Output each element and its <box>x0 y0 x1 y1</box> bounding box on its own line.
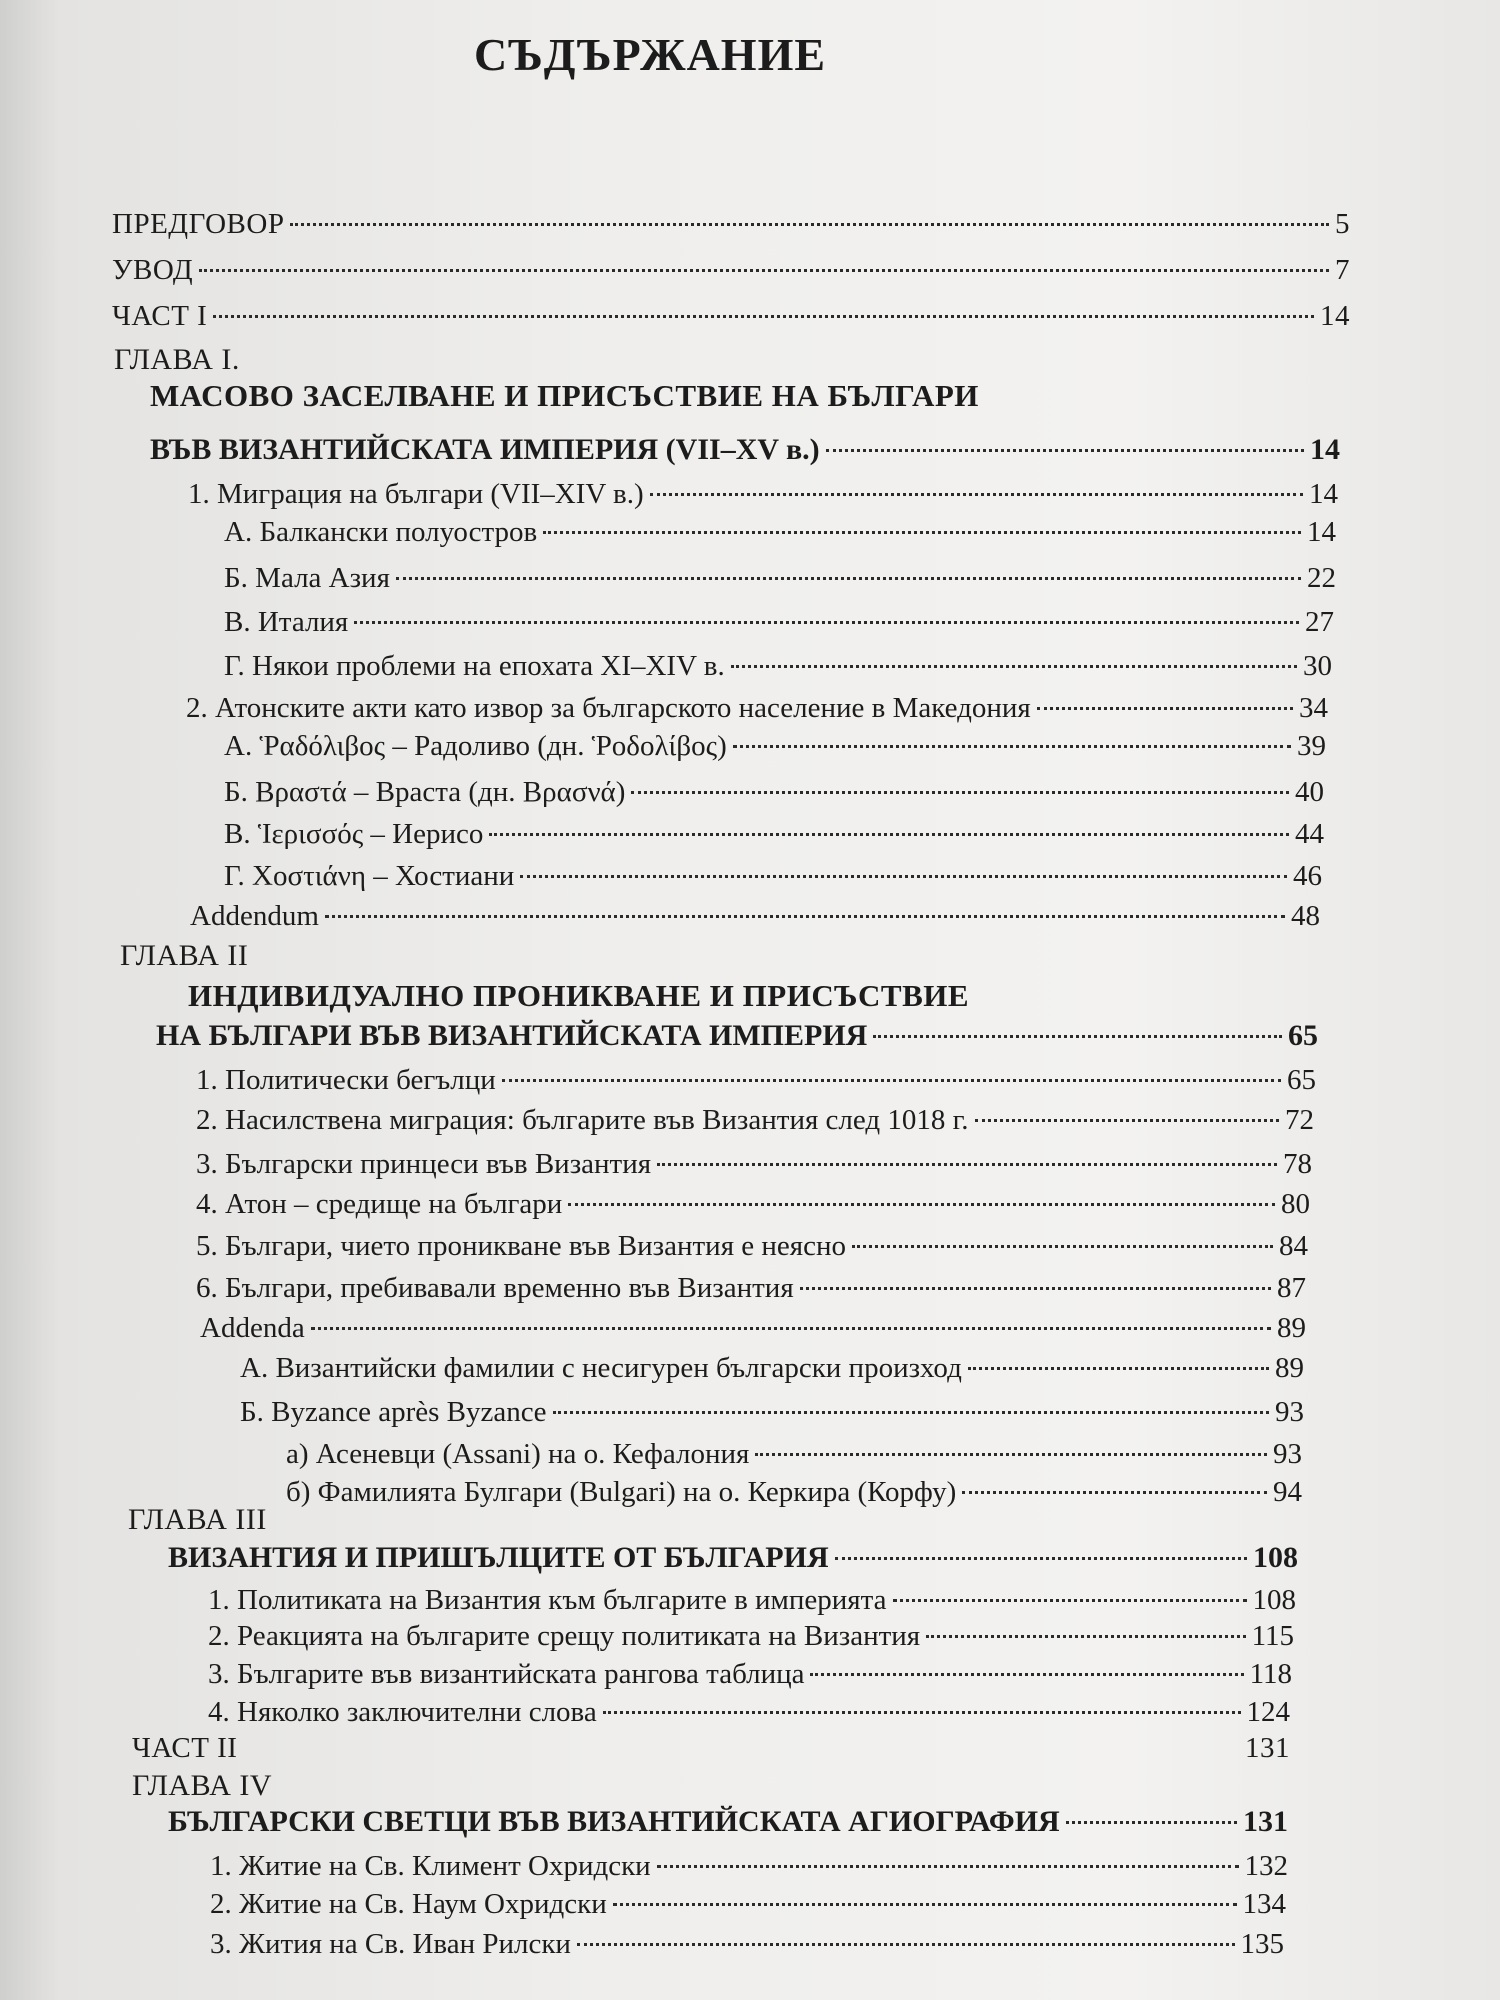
toc-entry <box>208 1618 1294 1654</box>
toc-entry-title: ЧАСТ I <box>112 300 208 332</box>
toc-leader-dots <box>962 1491 1267 1494</box>
toc-page-number: 87 <box>1277 1272 1306 1304</box>
toc-page-number: 39 <box>1297 730 1326 762</box>
toc-leader-dots <box>826 449 1304 452</box>
toc-page-number: 94 <box>1273 1476 1302 1508</box>
toc-page-number: 118 <box>1249 1658 1292 1690</box>
toc-entry-title: Г. Χοστιάνη – Хостиани <box>224 860 515 892</box>
toc-entry <box>196 1102 1314 1138</box>
toc-leader-dots <box>631 791 1289 794</box>
toc-entry-title: 2. Реакцията на българите срещу политиката на Византия <box>208 1620 921 1652</box>
toc-entry-title: ВИЗАНТИЯ И ПРИШЪЛЦИТЕ ОТ БЪЛГАРИЯ <box>168 1541 829 1574</box>
toc-leader-dots <box>290 223 1329 226</box>
toc-entry-title: Б. Byzance après Byzance <box>240 1396 547 1428</box>
toc-page-number: 44 <box>1295 818 1324 850</box>
toc-leader-dots <box>873 1035 1282 1038</box>
toc-page-number: 115 <box>1251 1620 1294 1652</box>
toc-page-number: 134 <box>1242 1888 1286 1920</box>
chapter-title: МАСОВО ЗАСЕЛВАНЕ И ПРИСЪСТВИЕ НА БЪЛГАРИ <box>150 378 979 413</box>
toc-entry <box>240 1394 1304 1430</box>
toc-entry <box>224 560 1336 596</box>
toc-leader-dots <box>893 1599 1247 1602</box>
toc-leader-dots <box>926 1635 1245 1638</box>
toc-entry <box>196 1062 1316 1098</box>
toc-entry <box>208 1694 1290 1730</box>
toc-leader-dots <box>800 1287 1271 1290</box>
toc-entry <box>210 1926 1284 1962</box>
toc-leader-dots <box>731 665 1297 668</box>
chapter-heading: ГЛАВА IV <box>132 1769 273 1802</box>
toc-entry-title: А. Ῥαδόλιβος – Радоливо (дн. Ῥοδολίβος) <box>224 730 727 762</box>
toc-entry <box>112 298 1350 334</box>
toc-leader-dots <box>489 833 1289 836</box>
toc-entry <box>196 1270 1306 1306</box>
toc-leader-dots <box>810 1673 1243 1676</box>
toc-entry-title: УВОД <box>112 254 194 286</box>
toc-entry-title: 1. Миграция на българи (VII–XIV в.) <box>188 478 644 510</box>
toc-page-number: 14 <box>1320 300 1350 332</box>
toc-page-number: 131 <box>1243 1805 1288 1838</box>
toc-entry-title: 4. Атон – средище на българи <box>196 1188 563 1220</box>
toc-entry-title: А. Византийски фамилии с несигурен български произход <box>240 1352 962 1384</box>
toc-leader-dots <box>543 531 1301 534</box>
toc-entry <box>186 690 1328 726</box>
chapter-heading: ГЛАВА III <box>128 1503 267 1536</box>
toc-leader-dots <box>396 577 1301 580</box>
toc-entry <box>196 1228 1308 1264</box>
toc-page-number: 80 <box>1281 1188 1310 1220</box>
toc-leader-dots <box>311 1327 1271 1330</box>
toc-page-number: 124 <box>1246 1696 1290 1728</box>
toc-entry-title: 2. Житие на Св. Наум Охридски <box>210 1888 607 1920</box>
toc-entry <box>224 604 1334 640</box>
toc-entry-title: а) Асеневци (Assani) на о. Кефалония <box>286 1438 750 1470</box>
toc-leader-dots <box>852 1245 1273 1248</box>
toc-leader-dots <box>568 1203 1275 1206</box>
toc-page-number: 93 <box>1273 1438 1302 1470</box>
toc-leader-dots <box>968 1367 1269 1370</box>
toc-entry-title: Addenda <box>200 1312 305 1344</box>
toc-entry <box>112 206 1350 242</box>
toc-leader-dots <box>755 1453 1267 1456</box>
toc-page-number: 40 <box>1295 776 1324 808</box>
toc-page-number: 108 <box>1252 1584 1296 1616</box>
toc-leader-dots <box>657 1163 1277 1166</box>
toc-entry-title: 1. Житие на Св. Климент Охридски <box>210 1850 651 1882</box>
toc-entry <box>168 1804 1288 1840</box>
toc-entry-title: 3. Български принцеси във Византия <box>196 1148 652 1180</box>
toc-leader-dots <box>553 1411 1270 1414</box>
toc-page-number: 108 <box>1253 1541 1298 1574</box>
toc-leader-dots <box>520 875 1287 878</box>
toc-leader-dots <box>1037 707 1293 710</box>
toc-page-number: 22 <box>1307 562 1336 594</box>
toc-page-number: 30 <box>1303 650 1332 682</box>
toc-page-number: 78 <box>1283 1148 1312 1180</box>
toc-page-number: 89 <box>1275 1352 1304 1384</box>
toc-page-number: 131 <box>1245 1732 1290 1764</box>
toc-entry-title: 6. Българи, пребивавали временно във Византия <box>196 1272 794 1304</box>
toc-entry-title: 4. Няколко заключителни слова <box>208 1696 597 1728</box>
toc-page-number: 5 <box>1335 208 1350 240</box>
chapter-title: ИНДИВИДУАЛНО ПРОНИКВАНЕ И ПРИСЪСТВИЕ <box>188 978 970 1013</box>
toc-entry-title: Б. Мала Азия <box>224 562 390 594</box>
toc-entry <box>200 1310 1306 1346</box>
toc-entry-title: 3. Жития на Св. Иван Рилски <box>210 1928 571 1960</box>
toc-entry-title: В. Ἱερισσός – Иерисо <box>224 818 484 850</box>
toc-entry <box>168 1540 1298 1576</box>
toc-entry-title: 3. Българите във византийската рангова таблица <box>208 1658 805 1690</box>
toc-entry-title: 1. Политически бегълци <box>196 1064 496 1096</box>
toc-entry-title: б) Фамилията Булгари (Bulgari) на о. Керкира (Корфу) <box>286 1476 957 1508</box>
toc-entry-title: 2. Насилствена миграция: българите във Византия след 1018 г. <box>196 1104 969 1136</box>
toc-leader-dots <box>613 1903 1237 1906</box>
toc-entry <box>150 432 1340 468</box>
toc-leader-dots <box>603 1711 1241 1714</box>
toc-page-number: 65 <box>1287 1064 1316 1096</box>
toc-page-number: 65 <box>1288 1019 1318 1052</box>
toc-entry <box>196 1146 1312 1182</box>
toc-page-number: 93 <box>1275 1396 1304 1428</box>
toc-entry-title: НА БЪЛГАРИ ВЪВ ВИЗАНТИЙСКАТА ИМПЕРИЯ <box>156 1019 868 1052</box>
toc-leader-dots <box>243 1747 1239 1750</box>
toc-entry <box>190 898 1320 934</box>
toc-entry <box>208 1656 1292 1692</box>
toc-entry <box>224 728 1326 764</box>
toc-entry-title: Addendum <box>190 900 319 932</box>
toc-entry-title: 5. Българи, чието проникване във Византия е неясно <box>196 1230 847 1262</box>
toc-leader-dots <box>502 1079 1281 1082</box>
toc-entry <box>224 514 1336 550</box>
toc-entry <box>224 648 1332 684</box>
toc-entry-title: БЪЛГАРСКИ СВЕТЦИ ВЪВ ВИЗАНТИЙСКАТА АГИОГРАФИЯ <box>168 1805 1060 1838</box>
page-title: СЪДЪРЖАНИЕ <box>473 29 827 80</box>
toc-page-number: 84 <box>1279 1230 1308 1262</box>
toc-leader-dots <box>650 493 1303 496</box>
toc-leader-dots <box>975 1119 1279 1122</box>
toc-page-number: 48 <box>1291 900 1320 932</box>
toc-entry-title: 2. Атонските акти като извор за българското население в Македония <box>186 692 1031 724</box>
chapter-heading: ГЛАВА I. <box>114 343 240 376</box>
toc-entry <box>132 1730 1290 1766</box>
toc-leader-dots <box>657 1865 1239 1868</box>
toc-entry <box>224 774 1324 810</box>
toc-page-number: 34 <box>1299 692 1328 724</box>
toc-entry <box>156 1018 1318 1054</box>
toc-page-number: 89 <box>1277 1312 1306 1344</box>
toc-entry <box>210 1886 1286 1922</box>
toc-page-number: 14 <box>1310 433 1340 466</box>
toc-leader-dots <box>835 1557 1247 1560</box>
toc-entry <box>188 476 1338 512</box>
toc-entry <box>210 1848 1288 1884</box>
toc-leader-dots <box>354 621 1299 624</box>
chapter-heading: ГЛАВА II <box>120 939 249 972</box>
toc-leader-dots <box>577 1943 1235 1946</box>
toc-leader-dots <box>733 745 1291 748</box>
toc-page-number: 14 <box>1307 516 1336 548</box>
toc-page-number: 135 <box>1240 1928 1284 1960</box>
toc-entry <box>286 1474 1302 1510</box>
toc-entry-title: А. Балкански полуостров <box>224 516 538 548</box>
toc-entry-title: ВЪВ ВИЗАНТИЙСКАТА ИМПЕРИЯ (VII–XV в.) <box>150 433 820 466</box>
toc-entry-title: Б. Βραστά – Враста (дн. Βρασνά) <box>224 776 626 808</box>
toc-leader-dots <box>1066 1821 1237 1824</box>
toc-page-number: 27 <box>1305 606 1334 638</box>
toc-entry-title: ПРЕДГОВОР <box>112 208 285 240</box>
toc-entry <box>196 1186 1310 1222</box>
toc-page-number: 14 <box>1309 478 1338 510</box>
toc-entry-title: ЧАСТ II <box>132 1732 238 1764</box>
toc-entry <box>240 1350 1304 1386</box>
toc-page-number: 72 <box>1285 1104 1314 1136</box>
toc-page-number: 7 <box>1335 254 1350 286</box>
toc-entry-title: Г. Някои проблеми на епохата XI–XIV в. <box>224 650 725 682</box>
toc-entry <box>112 252 1350 288</box>
toc-page-number: 46 <box>1293 860 1322 892</box>
toc-entry <box>208 1582 1296 1618</box>
toc-entry-title: В. Италия <box>224 606 349 638</box>
toc-leader-dots <box>213 315 1314 318</box>
toc-entry <box>224 816 1324 852</box>
toc-entry <box>286 1436 1302 1472</box>
toc-leader-dots <box>325 915 1285 918</box>
toc-entry-title: 1. Политиката на Византия към българите в империята <box>208 1584 887 1616</box>
toc-entry <box>224 858 1322 894</box>
toc-leader-dots <box>199 269 1329 272</box>
toc-page-number: 132 <box>1244 1850 1288 1882</box>
